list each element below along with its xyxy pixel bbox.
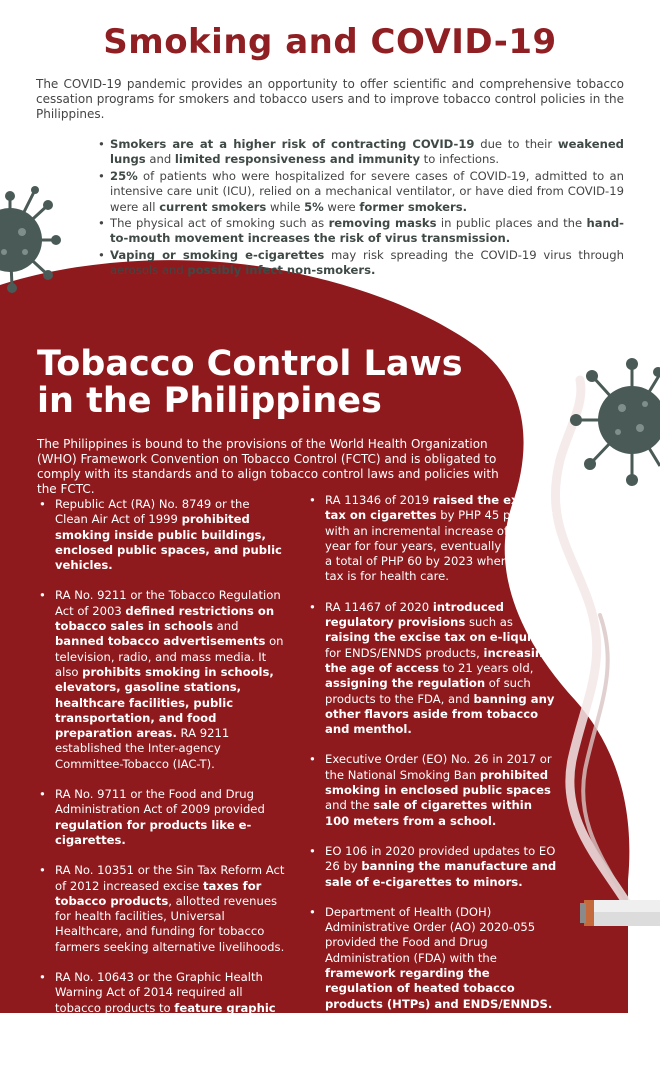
- covid-point: [98, 169, 624, 215]
- tobacco-title: [37, 346, 487, 420]
- text-segment: and: [145, 152, 175, 167]
- text-segment: such as: [465, 615, 513, 630]
- text-segment: RA No. 10351 or the Sin Tax Reform Act of 2012 increased excise: [55, 863, 285, 893]
- law-item: [35, 588, 285, 772]
- laws-right-column: [305, 493, 560, 1027]
- bold-text: defined restrictions on tobacco sales in schools: [55, 603, 275, 634]
- law-item: [305, 493, 560, 585]
- bold-text: Vaping or smoking e-cigarettes: [110, 247, 325, 262]
- covid-title: Smoking and COVID-19: [103, 22, 557, 62]
- text-segment: RA 9211 established the Inter-agency Committee-Tobacco (IAC-T).: [55, 726, 230, 771]
- tobacco-title-line1: Tobacco Control Laws: [37, 344, 463, 384]
- bold-text: possibly infect non-smokers.: [187, 263, 376, 278]
- text-segment: of such products to the FDA, and: [325, 676, 531, 706]
- bold-text: feature graphic health warning labels: [55, 1000, 276, 1030]
- bold-text: removing masks: [328, 216, 437, 231]
- bold-text: 5%: [304, 199, 324, 214]
- bold-text: weakened lungs: [110, 137, 624, 167]
- tobacco-title-line2: in the Philippines: [37, 381, 382, 421]
- text-segment: to infections.: [420, 152, 500, 167]
- text-segment: were: [323, 199, 360, 214]
- bold-text: raising the excise tax on e-liquids: [325, 630, 547, 645]
- law-item: [35, 970, 285, 1062]
- text-segment: while: [266, 199, 305, 214]
- text-segment: in public places and the: [436, 216, 587, 231]
- text-segment: RA No. 9211 or the Tobacco Regulation Act of 2003: [55, 588, 281, 618]
- law-item: [305, 600, 560, 738]
- covid-intro: The COVID-19 pandemic provides an opportunity to offer scientific and comprehensive tobacco cessation programs for smokers and tobacco users and to improve tobacco control policies in the Philippines.: [36, 77, 624, 121]
- text-segment: and: [212, 619, 239, 634]
- bold-text: prohibits smoking in schools, elevators, gasoline stations, healthcare facilities, public transportation, and food preparation areas.: [55, 664, 274, 741]
- bold-text: sale of cigarettes within 100 meters from a school.: [325, 798, 533, 828]
- text-segment: of patients who were hospitalized for severe cases of COVID-19, admitted to an intensive care unit (ICU), relied on a mechanical ventilator, or have died from COVID-19 were all: [110, 168, 624, 214]
- bold-text: banning any other flavors aside from tobacco and menthol.: [325, 691, 555, 737]
- text-segment: to 21 years old,: [439, 660, 534, 675]
- bold-text: banning the manufacture and sale of e-cigarettes to minors.: [325, 859, 557, 889]
- bold-text: prohibited smoking inside public buildings, enclosed public spaces, and public vehicles.: [55, 512, 282, 573]
- law-item: [35, 787, 285, 848]
- laws-left-column: [35, 497, 285, 1077]
- cigarette-icon: [580, 900, 660, 926]
- text-segment: RA No. 10643 or the Graphic Health Warning Act of 2014 required all tobacco products to: [55, 970, 263, 1015]
- text-segment: Department of Health (DOH) Administrative Order (AO) 2020-055 provided the Food and Drug Administration (FDA) with the: [325, 904, 536, 965]
- bold-text: prohibited smoking in enclosed public spaces: [325, 767, 551, 798]
- bold-text: regulation for products like e-cigarettes.: [55, 817, 252, 847]
- text-segment: RA No. 9711 or the Food and Drug Administration Act of 2009 provided: [55, 787, 265, 817]
- bold-text: hand-to-mouth movement increases the risk of virus transmission.: [110, 216, 624, 246]
- bold-text: banned tobacco advertisements: [55, 634, 266, 649]
- bold-text: assigning the regulation: [325, 676, 486, 691]
- bold-text: taxes for tobacco products: [55, 878, 262, 908]
- text-segment: The physical act of smoking such as: [110, 216, 329, 231]
- bold-text: Smokers are at a higher risk of contracting COVID-19: [110, 137, 475, 151]
- covid-points-list: [98, 137, 624, 280]
- covid-point: [98, 216, 624, 247]
- text-segment: for ENDS/ENNDS products,: [325, 645, 484, 660]
- text-segment: may risk spreading the COVID-19 virus through aerosols and: [110, 247, 624, 278]
- bold-text: framework regarding the regulation of heated tobacco products (HTPs) and ENDS/ENNDS.: [325, 966, 553, 1011]
- text-segment: , allotted revenues for health facilities, Universal Healthcare, and funding for tobacco farmers seeking alternative livelihoods.: [55, 893, 285, 954]
- law-item: [35, 497, 285, 573]
- law-item: [305, 752, 560, 828]
- tobacco-intro: The Philippines is bound to the provisions of the World Health Organization (WHO) Framework Convention on Tobacco Control (FCTC) and is obligated to comply with its standards and to align tobacco control laws and policies with the FCTC.: [37, 437, 499, 496]
- covid-point: [98, 137, 624, 168]
- text-segment: about the destructive health effects of smoking and exposure to secondhand smoke.: [55, 1015, 272, 1061]
- text-segment: RA 11467 of 2020: [325, 599, 433, 614]
- bold-text: current smokers: [159, 199, 267, 214]
- bold-text: raised the excise tax on cigarettes: [325, 493, 545, 523]
- bold-text: 25%: [110, 168, 138, 183]
- text-segment: Republic Act (RA) No. 8749 or the Clean Air Act of 1999: [55, 497, 250, 527]
- text-segment: and the: [325, 798, 374, 813]
- bold-text: former smokers.: [359, 199, 468, 214]
- bold-text: introduced regulatory provisions: [325, 599, 504, 630]
- text-segment: RA 11346 of 2019: [325, 493, 433, 507]
- covid-point: [98, 248, 624, 279]
- text-segment: Executive Order (EO) No. 26 in 2017 or the National Smoking Ban: [325, 752, 552, 782]
- bold-text: increasing the age of access: [325, 645, 552, 675]
- law-item: [305, 844, 560, 890]
- text-segment: by PHP 45 per pack with an incremental increase of P5 per year for four years, eventually reaching a total of PHP 60 by 2023 where 50% of tax is for health care.: [325, 508, 557, 584]
- text-segment: due to their: [474, 137, 558, 151]
- law-item: [305, 905, 560, 1012]
- text-segment: EO 106 in 2020 provided updates to EO 26 by: [325, 843, 556, 874]
- text-segment: on television, radio, and mass media. It also: [55, 634, 284, 679]
- law-item: [35, 863, 285, 955]
- bold-text: limited responsiveness and immunity: [174, 152, 420, 167]
